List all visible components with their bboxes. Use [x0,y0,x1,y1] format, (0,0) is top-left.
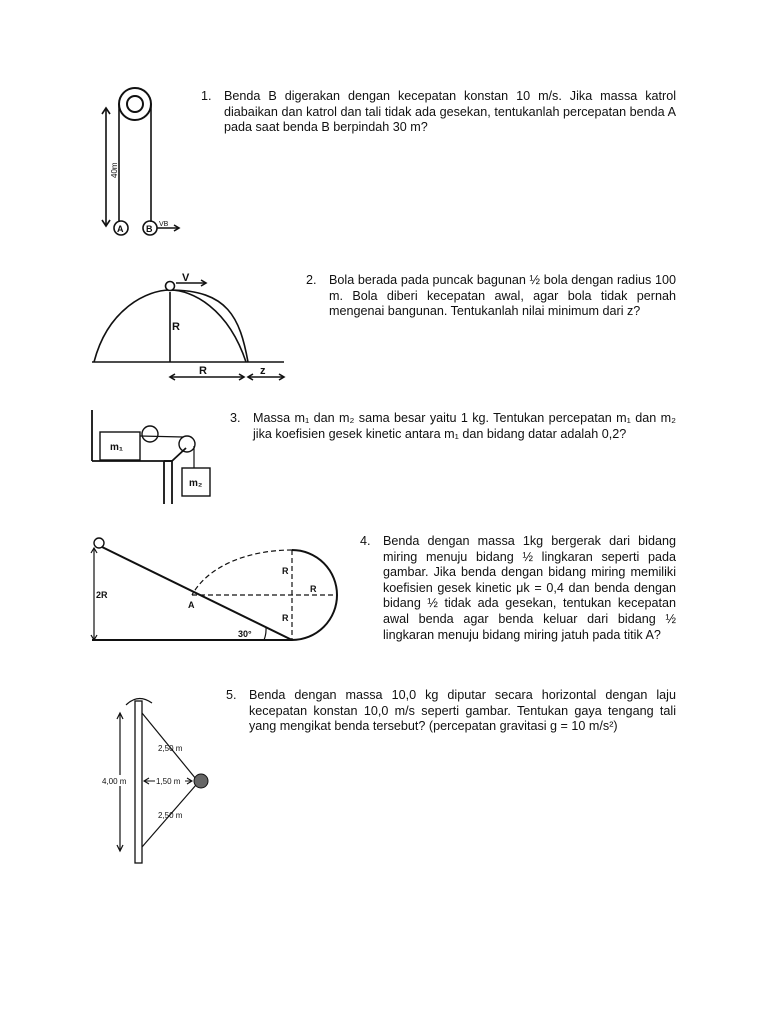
problem-number: 4. [360,534,371,548]
height-label: 40m [110,162,119,178]
figure-4-incline-loop [88,536,350,648]
block-a-label: A [117,224,124,234]
velocity-label: VB [159,221,169,228]
ball-icon [94,538,104,548]
ball-icon [166,282,175,291]
problem-text: Benda dengan massa 1kg bergerak dari bidang miring menuju bidang ½ lingkaran seperti pada gambar. Jika benda dengan bidang miring memiliki koefisien gesek kinetic μk = 0,4 dan benda dengan bidang ½ tidak ada gesekan, tentukan kecepatan awal benda agar benda keluar dari bidang ½ lingkaran menuju bidang miring jatuh pada titik A? [383,534,676,642]
radius-label-2: R [310,584,317,594]
problem-text: Massa m₁ dan m₂ sama besar yaitu 1 kg. Tentukan percepatan m₁ dan m₂ jika koefisien gesek kinetic antara m₁ dan bidang datar adalah 0,2? [253,411,676,441]
lower-string-label: 2,50 m [158,811,183,820]
figure-1-pulley [95,80,195,245]
angle-label: 30° [238,629,252,639]
problem-number: 3. [230,411,241,425]
velocity-label: V [182,272,190,284]
problem-number: 2. [306,273,317,287]
pulley-icon [119,88,151,120]
pole [135,701,142,863]
trajectory [170,290,248,362]
point-a-label: A [188,600,195,610]
m2-label: m₂ [189,478,203,489]
projectile-path [192,550,292,595]
pulley-icon [179,436,195,452]
pulley-icon [142,426,158,442]
rotating-mass [194,774,208,788]
horizontal-label: 1,50 m [156,777,181,786]
block-b-label: B [146,224,153,234]
z-label: z [260,365,266,377]
radius-horizontal-label: R [199,365,207,377]
problem-text: Benda dengan massa 10,0 kg diputar secara horizontal dengan laju kecepatan konstan 10,0 m/s seperti gambar. Tentukan gaya tengang tali yang mengikat benda tersebut? (percepatan gravitasi g = 10 m/s²) [249,688,676,734]
figure-3-masses [88,406,218,511]
height-label: 2R [96,590,108,600]
problem-text: Bola berada pada puncak bagunan ½ bola dengan radius 100 m. Bola diberi kecepatan awal, agar bola tidak pernah mengenai bangunan. Tentukanlah nilai minimum dari z? [329,273,676,319]
m1-label: m₁ [110,442,124,453]
figure-2-hemisphere [88,268,298,383]
problem-number: 5. [226,688,237,702]
radius-label-1: R [282,566,289,576]
height-label: 4,00 m [102,777,127,786]
figure-5-rotating-mass [100,695,225,867]
upper-string-label: 2,50 m [158,744,183,753]
problem-text: Benda B digerakan dengan kecepatan konstan 10 m/s. Jika massa katrol diabaikan dan katrol dan tali tidak ada gesekan, tentukanlah percepatan benda A pada saat benda B berpindah 30 m? [224,89,676,135]
radius-label-3: R [282,613,289,623]
problem-number: 1. [201,89,212,103]
radius-vertical-label: R [172,321,180,333]
